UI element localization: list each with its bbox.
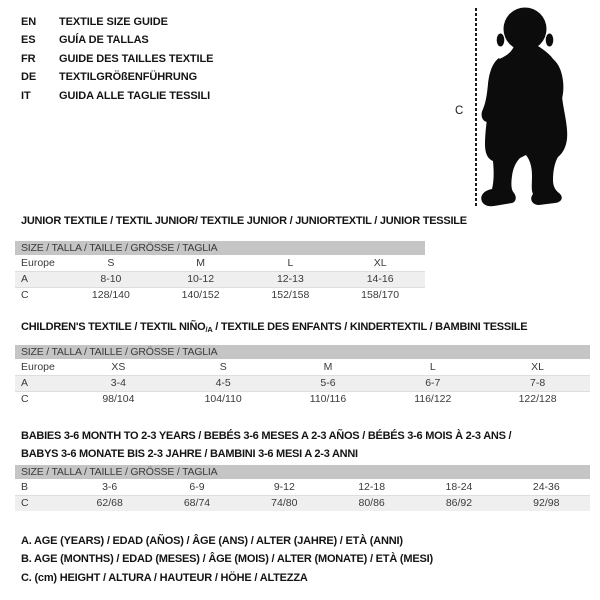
children-title-subscript: /A bbox=[205, 325, 213, 334]
table-cell: 128/140 bbox=[91, 289, 130, 301]
language-legend bbox=[21, 13, 213, 105]
table-cell: S bbox=[107, 257, 115, 269]
junior-title-text: JUNIOR TEXTILE / TEXTIL JUNIOR/ TEXTILE JUNIOR / JUNIORTEXTIL / JUNIOR TESSILE bbox=[21, 215, 467, 227]
table-cell: 3-6 bbox=[102, 481, 118, 493]
table-row-height bbox=[15, 495, 590, 511]
table-cell: 86/92 bbox=[445, 497, 473, 509]
table-cell: 5-6 bbox=[320, 377, 336, 389]
language-code: DE bbox=[21, 71, 37, 84]
language-label: TEXTILGRÖßENFÜHRUNG bbox=[59, 71, 198, 84]
table-cell: 92/98 bbox=[533, 497, 560, 509]
table-cell: 80/86 bbox=[358, 497, 385, 509]
language-code: IT bbox=[21, 89, 31, 102]
table-cell: 62/68 bbox=[96, 497, 123, 509]
table-cell: 152/158 bbox=[271, 289, 310, 301]
table-cell: 10-12 bbox=[187, 273, 215, 285]
language-code: EN bbox=[21, 16, 37, 28]
table-cell: L bbox=[287, 257, 294, 269]
language-label: GUIDA ALLE TAGLIE TESSILI bbox=[59, 89, 211, 102]
table-cell: 24-36 bbox=[532, 481, 560, 493]
children-size-table bbox=[15, 345, 590, 407]
junior-section-title bbox=[21, 215, 467, 227]
children-title-pre: CHILDREN'S TEXTILE / TEXTIL NIÑO bbox=[21, 321, 206, 333]
row-label: B bbox=[21, 481, 29, 493]
table-cell: 110/116 bbox=[309, 393, 347, 405]
table-cell: 9-12 bbox=[273, 481, 295, 493]
table-row-age bbox=[15, 375, 590, 391]
language-label: TEXTILE SIZE GUIDE bbox=[59, 16, 168, 28]
babies-title-line1: BABIES 3-6 MONTH TO 2-3 YEARS / BEBÉS 3-6 MESES A 2-3 AÑOS / BÉBÉS 3-6 MOIS À 2-3 ANS / bbox=[21, 430, 512, 442]
table-row-height bbox=[15, 391, 590, 407]
row-label: C bbox=[21, 393, 29, 405]
language-row-it bbox=[21, 87, 213, 105]
children-title-post: / TEXTILE DES ENFANTS / KINDERTEXTIL / BAMBINI TESSILE bbox=[212, 321, 528, 333]
table-cell: S bbox=[219, 361, 227, 373]
table-cell: XL bbox=[531, 361, 544, 373]
table-cell: 8-10 bbox=[100, 273, 122, 285]
children-section-title bbox=[21, 321, 527, 336]
table-cell: 7-8 bbox=[529, 377, 546, 389]
footnote-b: B. AGE (MONTHS) / EDAD (MESES) / ÂGE (MOIS) / ALTER (MONATE) / ETÀ (MESI) bbox=[21, 553, 433, 566]
babies-table-header-bar: SIZE / TALLA / TAILLE / GRÖSSE / TAGLIA bbox=[15, 465, 590, 479]
junior-table-header-bar: SIZE / TALLA / TAILLE / GRÖSSE / TAGLIA bbox=[15, 241, 425, 255]
language-code: ES bbox=[21, 34, 36, 47]
table-cell: 18-24 bbox=[445, 481, 473, 493]
row-label: C bbox=[21, 289, 29, 301]
table-row-age bbox=[15, 271, 425, 287]
junior-size-table bbox=[15, 241, 425, 303]
table-cell: 14-16 bbox=[366, 273, 394, 285]
table-cell: L bbox=[429, 361, 436, 373]
height-measure-label: C bbox=[455, 105, 464, 117]
table-cell: XL bbox=[373, 257, 387, 269]
table-cell: 122/128 bbox=[518, 393, 557, 405]
language-row-de bbox=[21, 68, 213, 86]
table-cell: 6-7 bbox=[425, 377, 441, 389]
children-table-header-bar: SIZE / TALLA / TAILLE / GRÖSSE / TAGLIA bbox=[15, 345, 590, 359]
language-code: FR bbox=[21, 52, 36, 65]
table-row-height bbox=[15, 287, 425, 303]
row-label: A bbox=[21, 377, 29, 389]
language-row-es bbox=[21, 31, 213, 49]
footnote-legend bbox=[21, 532, 433, 587]
table-cell: 158/170 bbox=[361, 289, 400, 301]
table-row-age-months bbox=[15, 479, 590, 495]
table-row-europe bbox=[15, 255, 425, 271]
language-row-fr bbox=[21, 50, 213, 68]
table-cell: 98/104 bbox=[102, 393, 135, 405]
language-label: GUIDE DES TAILLES TEXTILE bbox=[59, 52, 214, 65]
table-cell: 6-9 bbox=[189, 481, 205, 493]
table-cell: 74/80 bbox=[271, 497, 298, 509]
toddler-silhouette-image bbox=[481, 4, 573, 212]
row-label: A bbox=[21, 273, 29, 285]
table-cell: M bbox=[323, 361, 333, 373]
table-cell: 116/122 bbox=[414, 393, 452, 405]
table-cell: M bbox=[196, 257, 205, 269]
table-cell: 4-5 bbox=[215, 377, 231, 389]
table-cell: 68/74 bbox=[183, 497, 211, 509]
height-measure-dashed-line bbox=[475, 8, 477, 207]
table-cell: 3-4 bbox=[110, 377, 126, 389]
row-label: C bbox=[21, 497, 29, 509]
babies-size-table bbox=[15, 465, 590, 511]
row-label: Europe bbox=[21, 361, 55, 373]
table-cell: 140/152 bbox=[181, 289, 220, 301]
table-cell: 104/110 bbox=[204, 393, 242, 405]
language-row-en bbox=[21, 13, 213, 31]
row-label: Europe bbox=[21, 257, 55, 269]
table-cell: 12-13 bbox=[276, 273, 304, 285]
table-row-europe bbox=[15, 359, 590, 375]
language-label: GUÍA DE TALLAS bbox=[59, 34, 149, 47]
footnote-c: C. (cm) HEIGHT / ALTURA / HAUTEUR / HÖHE / ALTEZZA bbox=[21, 571, 308, 584]
babies-section-title bbox=[21, 427, 511, 463]
babies-title-line2: BABYS 3-6 MONATE BIS 2-3 JAHRE / BAMBINI 3-6 MESI A 2-3 ANNI bbox=[21, 448, 358, 460]
table-cell: XS bbox=[111, 361, 126, 373]
table-cell: 12-18 bbox=[358, 481, 386, 493]
footnote-a: A. AGE (YEARS) / EDAD (AÑOS) / ÂGE (ANS) / ALTER (JAHRE) / ETÀ (ANNI) bbox=[21, 535, 403, 547]
